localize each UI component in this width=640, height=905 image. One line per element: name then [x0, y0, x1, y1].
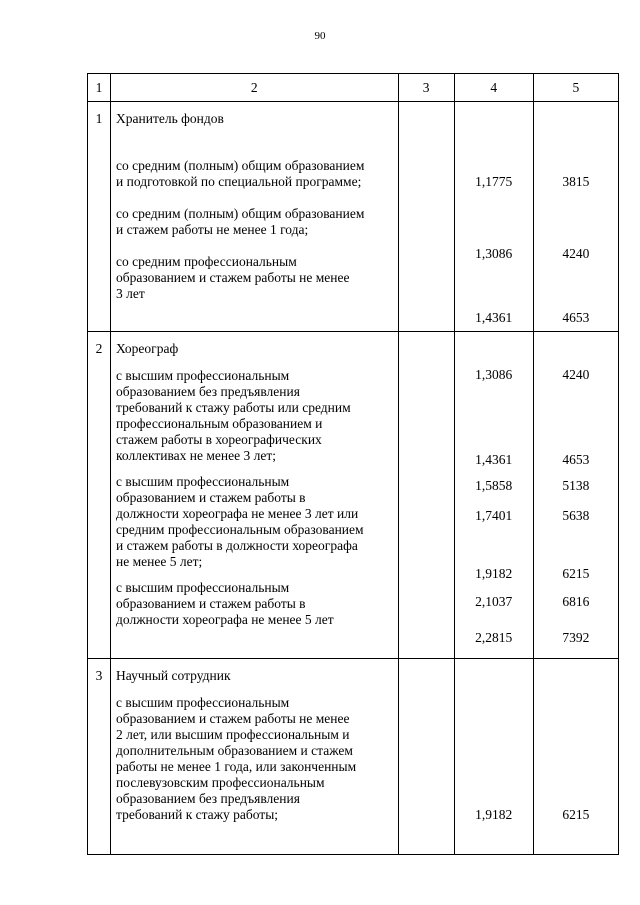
- salary-value: 5638: [562, 508, 590, 523]
- row-number: 3: [88, 659, 111, 855]
- empty-cell: [398, 102, 454, 332]
- salary-cell: [533, 659, 618, 855]
- salary-value: 7392: [562, 630, 590, 645]
- requirement-text: с высшим профессиональным образованием и стажем работы в должности хореографа не менее 3 лет или средним профессиональным образованием и стажем работы в должности хореографа не менее 5 лет;: [116, 474, 364, 569]
- requirement-text: со средним (полным) общим образованием и подготовкой по специальной программе;: [116, 158, 365, 189]
- requirement-text: со средним профессиональным образованием и стажем работы не менее 3 лет: [116, 254, 350, 301]
- header-cell: 2: [111, 74, 399, 102]
- coefficient-value: 1,5858: [475, 478, 513, 493]
- salary-cell: [533, 332, 618, 659]
- table-header-row: [88, 74, 619, 102]
- empty-cell: [398, 332, 454, 659]
- salary-value: 4240: [562, 367, 590, 382]
- salary-value: 6215: [562, 807, 590, 822]
- requirement-text: со средним (полным) общим образованием и стажем работы не менее 1 года;: [116, 206, 365, 237]
- position-title: Хореограф: [116, 341, 179, 356]
- table-row: [88, 659, 619, 855]
- salary-cell: [533, 102, 618, 332]
- requirement-text: с высшим профессиональным образованием и стажем работы не менее 2 лет, или высшим профессиональным и дополнительным образованием и стажем работы не менее 1 года, или законченным послевузовским профессиональным образованием без предъявления требований к стажу работы;: [116, 695, 357, 822]
- coefficient-cell: [454, 102, 533, 332]
- table-row: [88, 332, 619, 659]
- salary-value: 4653: [562, 452, 590, 467]
- header-cell: 3: [398, 74, 454, 102]
- coefficient-cell: [454, 659, 533, 855]
- coefficient-value: 1,9182: [475, 566, 513, 581]
- table-row: [88, 102, 619, 332]
- empty-cell: [398, 659, 454, 855]
- requirement-text: с высшим профессиональным образованием без предъявления требований к стажу работы или средним профессиональным образованием и стажем работы в хореографических коллективах не менее 3 лет;: [116, 368, 351, 463]
- coefficient-value: 1,7401: [475, 508, 513, 523]
- row-number: 1: [88, 102, 111, 332]
- coefficient-value: 1,1775: [475, 174, 513, 189]
- coefficient-cell: [454, 332, 533, 659]
- salary-value: 3815: [562, 174, 590, 189]
- header-cell: 1: [88, 74, 111, 102]
- salary-table: [87, 73, 619, 855]
- coefficient-value: 1,3086: [475, 246, 513, 261]
- salary-value: 5138: [562, 478, 590, 493]
- position-title: Хранитель фондов: [116, 111, 224, 126]
- position-cell: [111, 659, 399, 855]
- page-number: 90: [314, 30, 326, 42]
- row-number: 2: [88, 332, 111, 659]
- position-title: Научный сотрудник: [116, 668, 231, 683]
- header-cell: 4: [454, 74, 533, 102]
- salary-value: 4653: [562, 310, 590, 325]
- salary-value: 4240: [562, 246, 590, 261]
- position-cell: [111, 332, 399, 659]
- coefficient-value: 1,3086: [475, 367, 513, 382]
- salary-value: 6816: [562, 594, 590, 609]
- position-cell: [111, 102, 399, 332]
- requirement-text: с высшим профессиональным образованием и стажем работы в должности хореографа не менее 5 лет: [116, 580, 334, 627]
- coefficient-value: 2,1037: [475, 594, 513, 609]
- coefficient-value: 1,4361: [475, 452, 513, 467]
- coefficient-value: 1,4361: [475, 310, 513, 325]
- salary-value: 6215: [562, 566, 590, 581]
- coefficient-value: 2,2815: [475, 630, 513, 645]
- header-cell: 5: [533, 74, 618, 102]
- coefficient-value: 1,9182: [475, 807, 513, 822]
